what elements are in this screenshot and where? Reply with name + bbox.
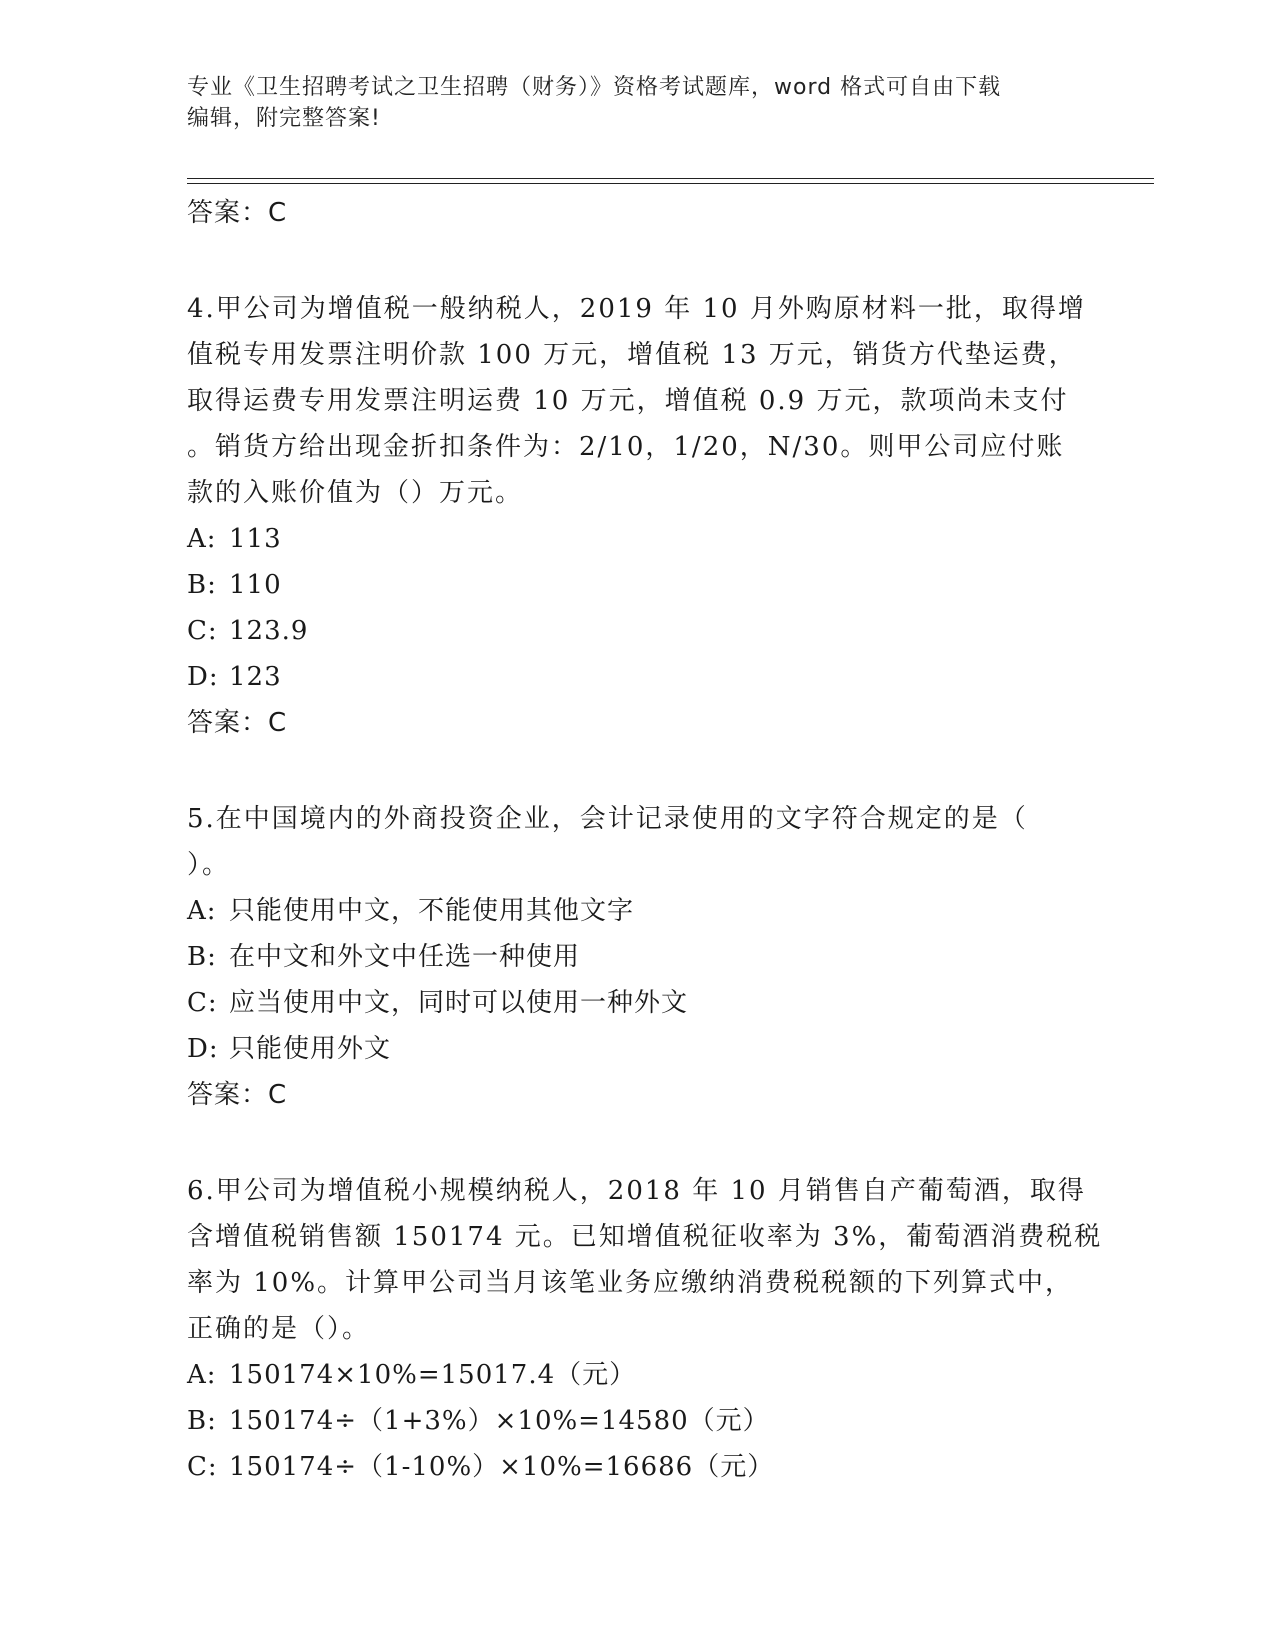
option-text: 应当使用中文，同时可以使用一种外文 — [229, 988, 689, 1018]
option-letter: C: — [187, 616, 218, 646]
option-text: 只能使用中文，不能使用其他文字 — [229, 896, 635, 926]
question-5 — [187, 796, 1087, 888]
option-text: 113 — [229, 524, 282, 554]
option-letter: B: — [187, 570, 217, 600]
option-c — [187, 608, 1087, 654]
option-text: 123 — [229, 662, 282, 692]
option-b — [187, 562, 1087, 608]
option-d — [187, 654, 1087, 700]
question-text-line: 率为 10%。计算甲公司当月该笔业务应缴纳消费税税额的下列算式中， — [187, 1268, 1074, 1298]
option-c — [187, 980, 1087, 1026]
question-4 — [187, 286, 1087, 516]
question-text-line: 值税专用发票注明价款 100 万元，增值税 13 万元，销货方代垫运费， — [187, 340, 1077, 370]
option-text: 150174÷（1+3%）×10%=14580（元） — [229, 1406, 770, 1436]
option-letter: A: — [187, 1360, 217, 1390]
question-text-line: 款的入账价值为（）万元。 — [187, 478, 524, 508]
document-header — [187, 72, 1087, 134]
option-text: 110 — [229, 570, 282, 600]
question-text-line: 正确的是（）。 — [187, 1314, 371, 1344]
question-text-line: 取得运费专用发票注明运费 10 万元，增值税 0.9 万元，款项尚未支付 — [187, 386, 1069, 416]
option-letter: D: — [187, 1034, 219, 1064]
option-text: 150174×10%=15017.4（元） — [229, 1360, 637, 1390]
question-list — [187, 190, 1103, 1490]
option-a — [187, 888, 1087, 934]
option-d — [187, 1026, 1087, 1072]
option-letter: C: — [187, 988, 218, 1018]
option-text: 在中文和外文中任选一种使用 — [229, 942, 581, 972]
option-text: 123.9 — [229, 616, 309, 646]
option-letter: D: — [187, 662, 219, 692]
option-text: 只能使用外文 — [229, 1034, 392, 1064]
option-letter: B: — [187, 1406, 217, 1436]
question-6 — [187, 1168, 1103, 1352]
option-a — [187, 516, 1087, 562]
option-a — [187, 1352, 1087, 1398]
option-c — [187, 1444, 1087, 1490]
option-letter: A: — [187, 896, 217, 926]
header-divider-top — [187, 178, 1154, 179]
option-letter: B: — [187, 942, 217, 972]
header-line-2: 编辑，附完整答案! — [187, 106, 381, 131]
question-text-line: 。销货方给出现金折扣条件为：2/10，1/20，N/30。则甲公司应付账 — [187, 432, 1065, 462]
answer-5: 答案：C — [187, 1080, 288, 1110]
option-letter: C: — [187, 1452, 218, 1482]
option-b — [187, 1398, 1087, 1444]
option-b — [187, 934, 1087, 980]
question-text-line: ）。 — [187, 850, 231, 880]
header-divider-bottom — [187, 183, 1154, 184]
header-line-1: 专业《卫生招聘考试之卫生招聘（财务）》资格考试题库，word 格式可自由下载 — [187, 75, 1002, 100]
question-text-line: 6.甲公司为增值税小规模纳税人，2018 年 10 月销售自产葡萄酒，取得 — [187, 1176, 1086, 1206]
question-text-line: 含增值税销售额 150174 元。已知增值税征收率为 3%，葡萄酒消费税税 — [187, 1222, 1103, 1252]
previous-answer: 答案：C — [187, 198, 288, 228]
answer-4: 答案：C — [187, 708, 288, 738]
question-text-line: 4.甲公司为增值税一般纳税人，2019 年 10 月外购原材料一批，取得增 — [187, 294, 1086, 324]
option-text: 150174÷（1-10%）×10%=16686（元） — [229, 1452, 775, 1482]
option-letter: A: — [187, 524, 217, 554]
question-text-line: 5.在中国境内的外商投资企业，会计记录使用的文字符合规定的是（ — [187, 804, 1028, 834]
